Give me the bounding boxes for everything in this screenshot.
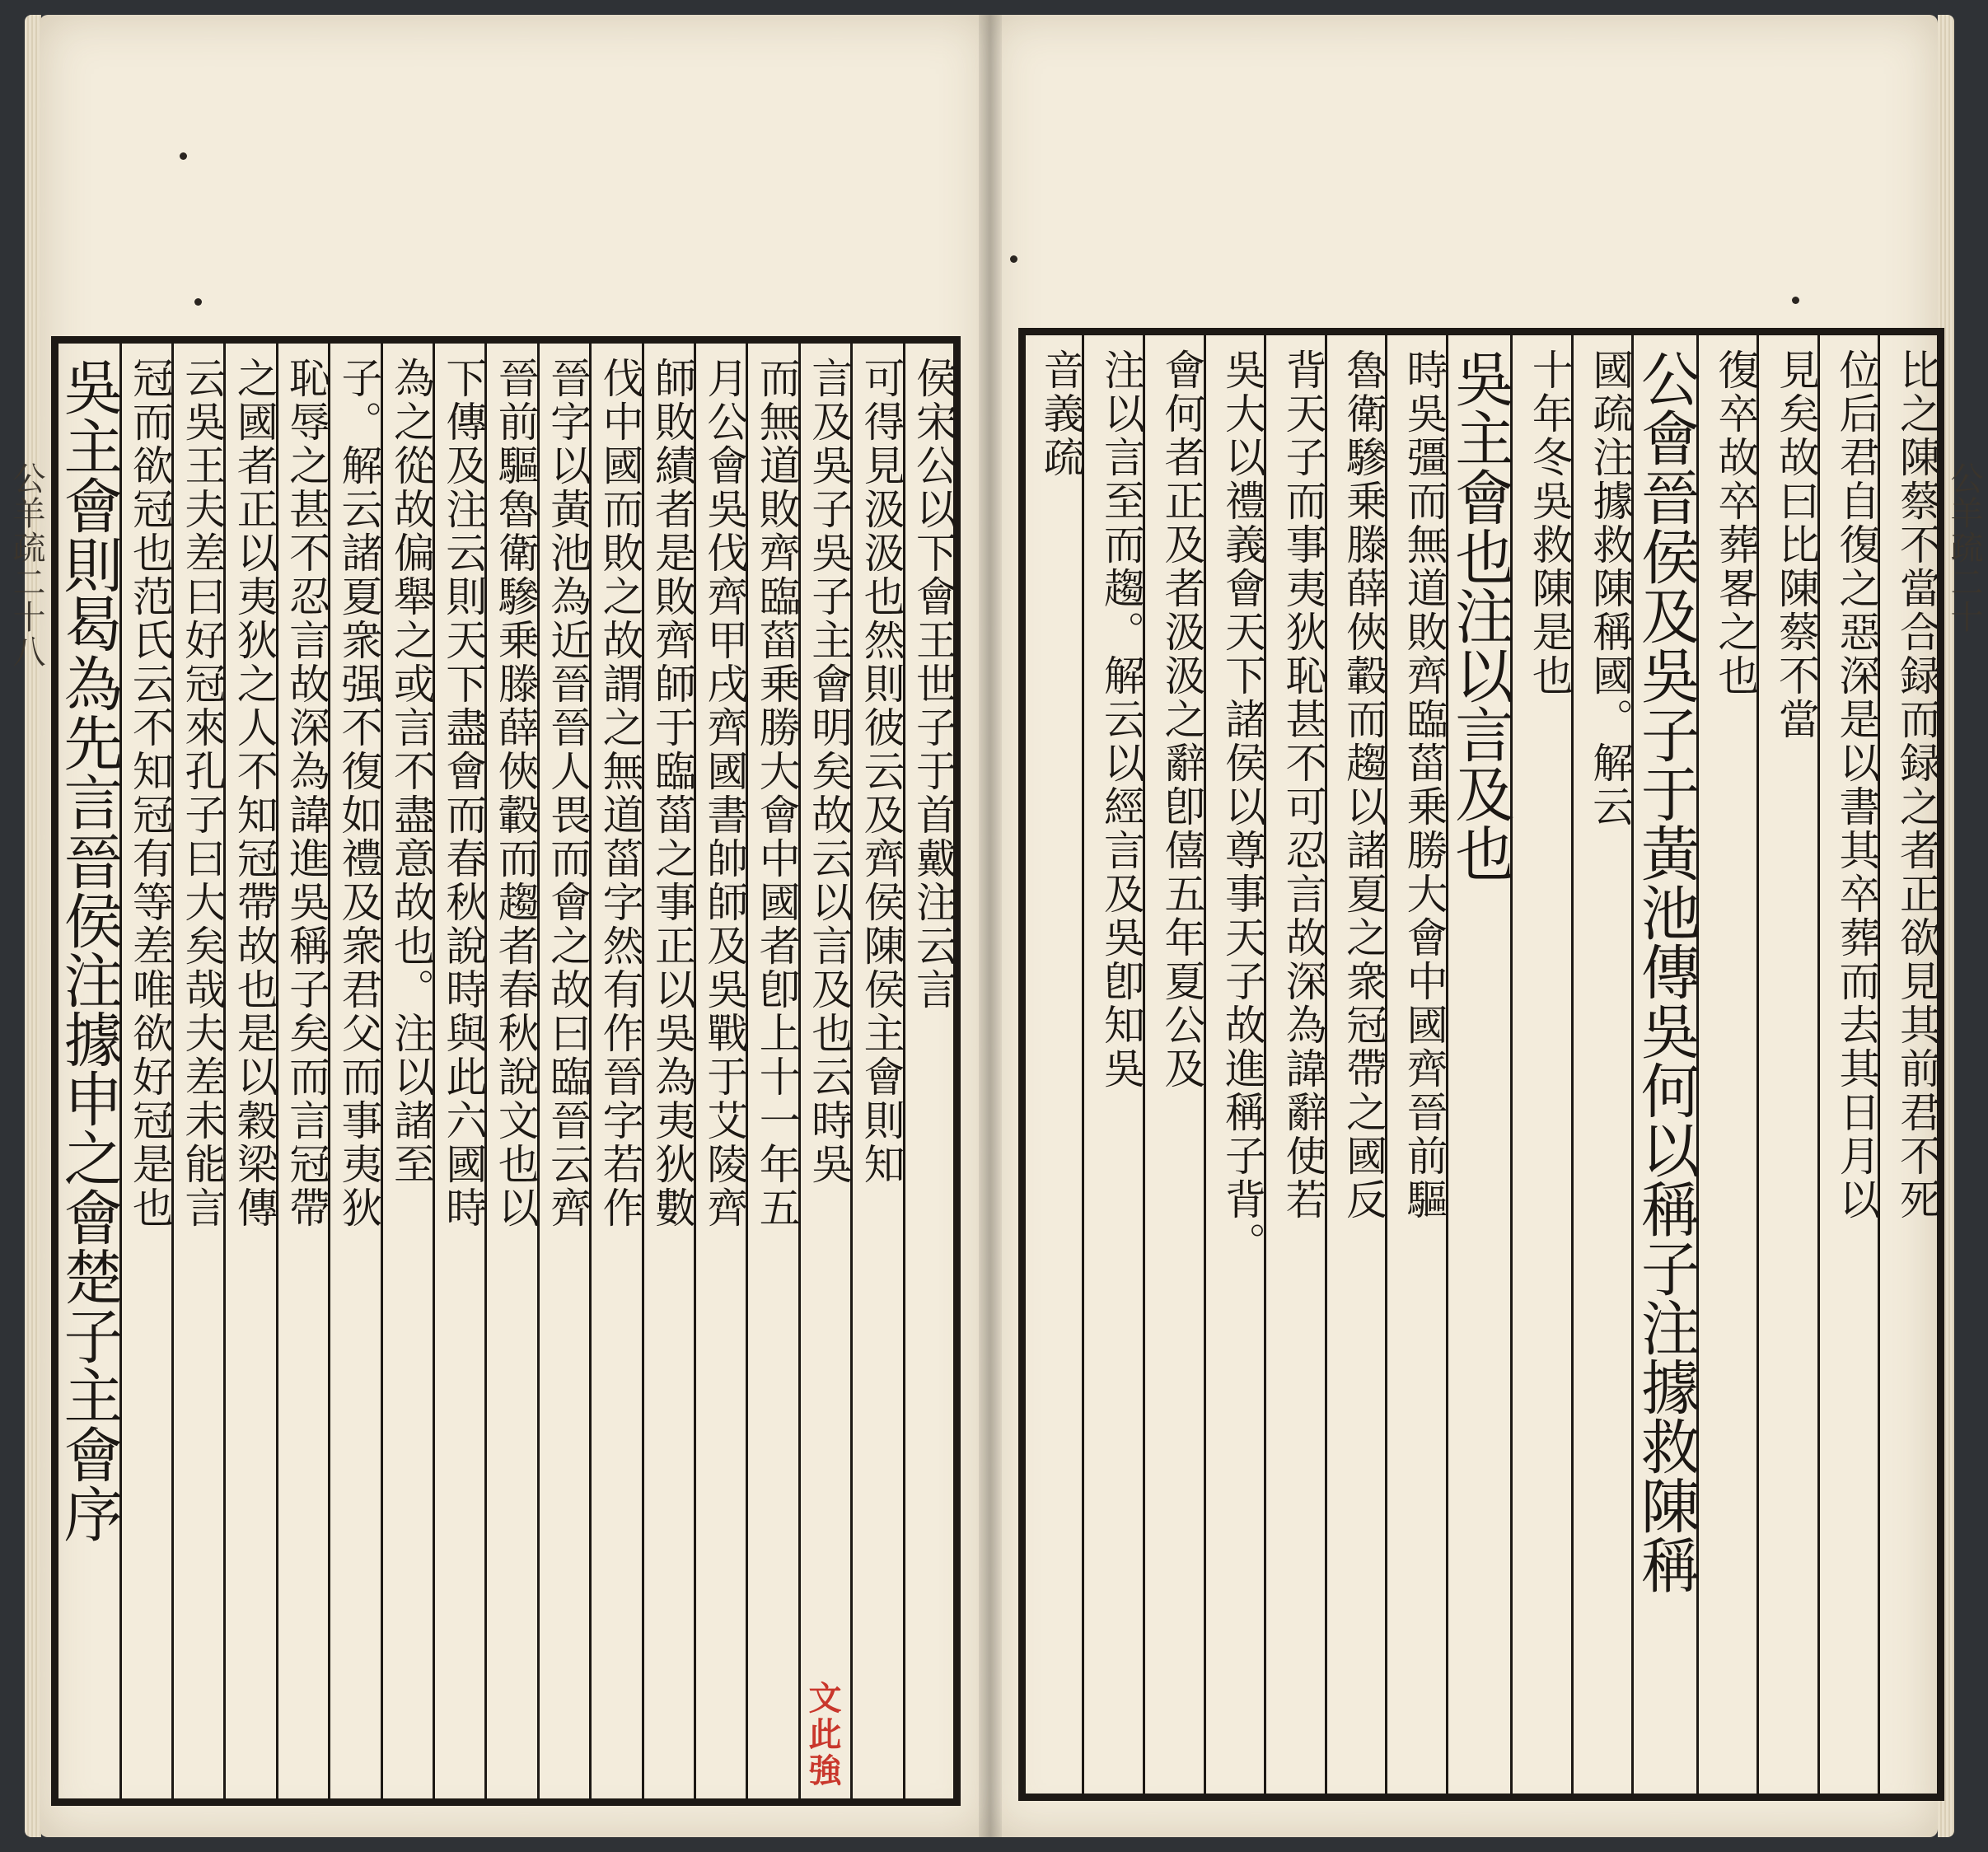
left-columns — [54, 342, 957, 1800]
left_page-column: 吳主會則曷為先言晉侯注據申之會楚子主會序 — [54, 357, 124, 1543]
left_page-column: 之國者正以夷狄之人不知冠帶故也是以穀梁傳 — [223, 342, 275, 1800]
left_page-column: 晉字以黃池為近晉晉人畏而會之故曰臨晉云齊 — [537, 342, 589, 1800]
left_page-column: 可得見汲汲也然則彼云及齊侯陳侯主會則知 — [850, 342, 902, 1800]
right_page-column: 十年冬吳救陳是也 — [1510, 334, 1571, 1795]
right_page-column: 魯衛驂乗滕薛俠轂而趨以諸夏之衆冠帶之國反 — [1325, 334, 1386, 1795]
left-page-edge — [25, 15, 41, 1837]
right_page-column: 吳大以禮義會天下諸侯以尊事天子故進稱子背。 — [1204, 334, 1265, 1795]
left_page-column: 晉前驅魯衛驂乗滕薛俠轂而趨者春秋說文也以 — [484, 342, 536, 1800]
left_page-column: 月公會吳伐齊甲戌齊國書帥師及吳戰于艾陵齊 — [694, 342, 746, 1800]
left_page-column: 恥辱之甚不忍言故深為諱進吳稱子矣而言冠帶 — [276, 342, 328, 1800]
right_page-column: 復卒故卒葬畧之也 — [1696, 334, 1757, 1795]
right_page-column: 位后君自復之惡深是以書其卒葬而去其日月以 — [1817, 334, 1878, 1795]
right_page-column: 吳主會也注以言及也 — [1446, 334, 1511, 1795]
left-text-frame — [51, 336, 961, 1806]
right_page-column: 會何者正及者汲汲之辭卽僖五年夏公及 — [1143, 334, 1204, 1795]
right_page-column: 公會晉侯及吳子于黃池傳吳何以稱子注據救陳稱 — [1631, 334, 1696, 1795]
binding-dot — [1792, 297, 1799, 304]
right_page-column: 時吳彊而無道敗齊臨菑乗勝大會中國齊晉前驅 — [1385, 334, 1446, 1795]
left_page-column: 而無道敗齊臨菑乗勝大會中國者卽上十一年五 — [746, 342, 798, 1800]
book-gutter — [979, 15, 1002, 1837]
right_page-column: 音義疏 — [1036, 348, 1085, 479]
left_page-column: 言及吳子吳子主會明矣故云以言及也云時吳 — [798, 342, 850, 1800]
right_page-column: 見矣故曰比陳蔡不當 — [1756, 334, 1817, 1795]
binding-dot — [194, 298, 202, 306]
left_page-column: 師敗績者是敗齊師于臨菑之事正以吳為夷狄數 — [642, 342, 694, 1800]
right-margin-note: 公羊疏二十 — [1945, 461, 1983, 634]
right-columns — [1024, 334, 1939, 1795]
left_page-column: 下傳及注云則天下盡會而春秋說時與此六國時 — [433, 342, 484, 1800]
left-margin-note: 公羊疏二十八 — [7, 461, 45, 669]
left_page-column: 子。解云諸夏衆强不復如禮及衆君父而事夷狄 — [328, 342, 380, 1800]
red-stamp-left: 文此強 — [803, 1681, 842, 1789]
left_page-column: 侯宋公以下會王世子于首戴注云言 — [903, 342, 955, 1800]
right_page-column: 國疏注據救陳稱國。解云 — [1571, 334, 1632, 1795]
right_page-column: 注以言至而趨。解云以經言及吳卽知吳 — [1082, 334, 1143, 1795]
right_page-column: 比之陳蔡不當合録而録之者正欲見其前君不死 — [1878, 334, 1939, 1795]
right-text-frame — [1018, 328, 1944, 1801]
binding-dot — [180, 152, 187, 160]
binding-dot — [1010, 255, 1017, 263]
left_page-column: 云吳王夫差曰好冠來孔子曰大矣哉夫差未能言 — [171, 342, 223, 1800]
right_page-column: 背天子而事夷狄恥甚不可忍言故深為諱辭使若 — [1264, 334, 1325, 1795]
left_page-column: 冠而欲冠也范氏云不知冠有等差唯欲好冠是也 — [119, 342, 171, 1800]
left_page-column: 伐中國而敗之故謂之無道菑字然有作晉字若作 — [589, 342, 641, 1800]
left_page-column: 為之從故偏舉之或言不盡意故也。注以諸至 — [381, 342, 433, 1800]
